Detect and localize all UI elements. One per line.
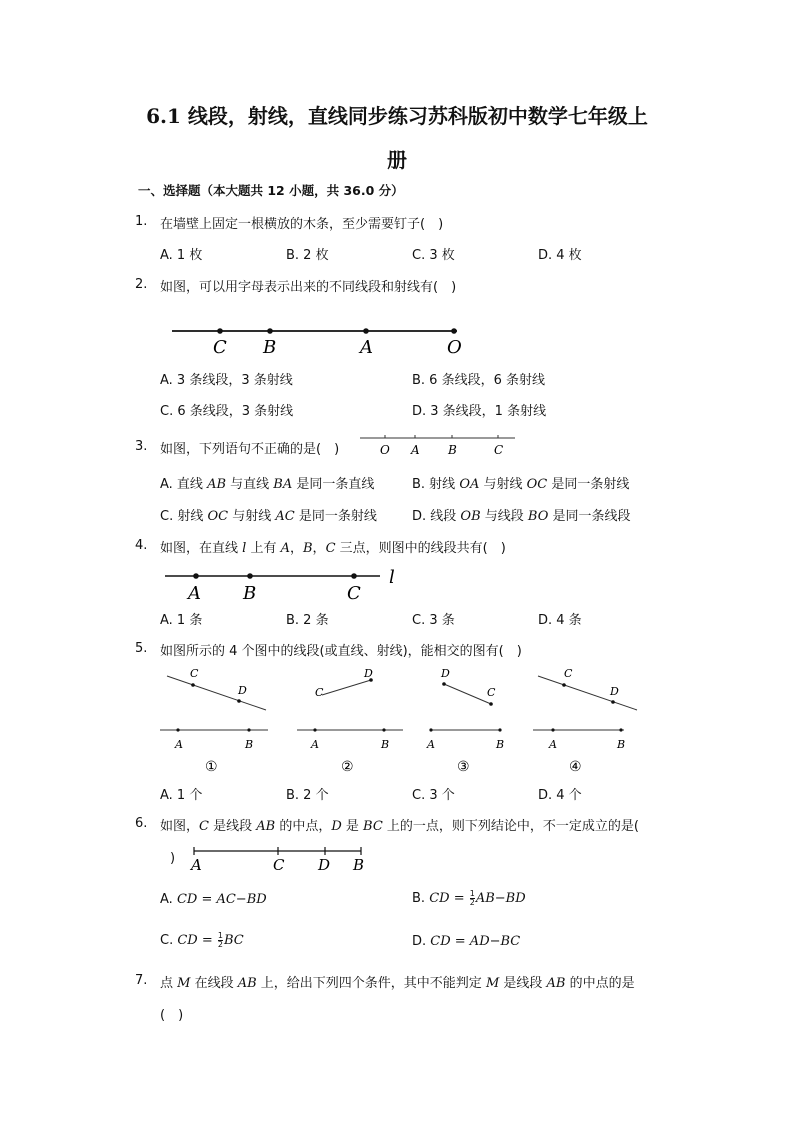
label-d: D <box>238 684 247 697</box>
fraction <box>218 932 223 949</box>
point-c <box>489 702 493 706</box>
math-var: BC <box>363 819 383 834</box>
label-b: B <box>353 856 365 874</box>
label-d: D <box>610 685 619 698</box>
option-label: B. <box>412 891 430 906</box>
label-a: A <box>188 583 201 604</box>
text-part: 如图，在直线 <box>160 541 243 556</box>
label-a: A <box>427 738 435 751</box>
label-a: A <box>191 856 202 874</box>
math-var: A <box>280 541 290 556</box>
option-a: A. 1 个 <box>160 788 203 803</box>
math-var: M <box>485 976 500 991</box>
option-c <box>160 932 244 949</box>
point-b <box>619 728 622 731</box>
label-b: B <box>243 583 257 604</box>
point-a <box>176 728 179 731</box>
label-a: A <box>175 738 183 751</box>
point-b <box>498 728 501 731</box>
question-text <box>160 972 635 991</box>
option-c: C. 3 个 <box>412 788 455 803</box>
fraction-numerator: 1 <box>469 889 475 898</box>
option-b <box>412 890 526 907</box>
label-b: B <box>448 443 457 457</box>
math-var: l <box>242 541 247 556</box>
option-d: D. 4 个 <box>538 788 582 803</box>
point-b <box>247 728 250 731</box>
figure-line-cbao <box>170 318 470 358</box>
math-var: BO <box>527 509 549 524</box>
option-a: A. 1 条 <box>160 613 203 628</box>
question-number: 5. <box>135 641 148 656</box>
label-o: O <box>380 443 390 457</box>
text-part: 的中点， <box>275 819 332 834</box>
question-text: 在墙壁上固定一根横放的木条，至少需要钉子( ) <box>160 217 444 232</box>
math-var: AB <box>237 976 257 991</box>
math-var: C <box>199 819 209 834</box>
question-text-continuation: ( ) <box>160 1008 184 1023</box>
text-part: ， <box>289 541 303 556</box>
point-c <box>562 683 566 687</box>
point-a <box>551 728 554 731</box>
question-number: 1. <box>135 214 148 229</box>
label-a: A <box>411 443 420 457</box>
option-d: D. 3 条线段，1 条射线 <box>412 404 547 419</box>
text-part: 三点，则图中的线段共有( ) <box>335 541 506 556</box>
text-part: 在线段 <box>190 976 238 991</box>
math-expression: CD = <box>429 891 469 906</box>
point-c <box>351 573 357 579</box>
label-b: B <box>617 738 626 751</box>
option-d: D. 4 条 <box>538 613 582 628</box>
option-text: 与射线 <box>479 477 527 492</box>
figure-line-oabc <box>358 430 518 458</box>
question-number: 4. <box>135 538 148 553</box>
math-var: C <box>325 541 336 556</box>
math-expression: CD = AC−BD <box>176 892 267 907</box>
option-a: A. 3 条线段，3 条射线 <box>160 373 293 388</box>
point-a <box>193 573 199 579</box>
label-b: B <box>245 738 254 751</box>
option-c <box>160 505 377 524</box>
option-text: 是同一条射线 <box>294 509 377 524</box>
math-expression: BC <box>223 933 244 948</box>
label-c: C <box>213 337 227 358</box>
section-heading: 一、选择题（本大题共 12 小题，共 36.0 分） <box>138 183 404 198</box>
math-var: AB <box>256 819 276 834</box>
option-text: 与射线 <box>228 509 276 524</box>
label-a: A <box>360 337 373 358</box>
question-number: 6. <box>135 816 148 831</box>
option-c: C. 3 条 <box>412 613 455 628</box>
figure-number-4: ④ <box>569 759 582 775</box>
fraction-denominator: 2 <box>469 898 475 907</box>
question-number: 3. <box>135 439 148 454</box>
line-cd-1 <box>167 676 266 710</box>
option-c: C. 6 条线段，3 条射线 <box>160 404 294 419</box>
option-d: D. 4 枚 <box>538 248 582 263</box>
math-var: AB <box>207 477 227 492</box>
point-d <box>442 682 446 686</box>
point-d <box>611 700 615 704</box>
page-title: 6.1 线段，射线，直线同步练习苏科版初中数学七年级上 <box>146 104 648 128</box>
option-d <box>412 505 631 524</box>
option-label: D. <box>412 934 431 949</box>
point-d <box>237 699 241 703</box>
math-var: B <box>302 541 313 556</box>
math-var: OB <box>460 509 481 524</box>
point-a <box>429 728 432 731</box>
text-part: 是线段 <box>499 976 547 991</box>
option-c: C. 3 枚 <box>412 248 455 263</box>
math-var: D <box>331 819 342 834</box>
figure-four-diagrams <box>155 664 645 776</box>
label-c: C <box>487 686 496 699</box>
math-var: OC <box>526 477 548 492</box>
page-title-continuation: 册 <box>387 148 407 172</box>
text-part: 是线段 <box>208 819 257 834</box>
fraction <box>470 890 475 907</box>
text-part: 上有 <box>246 541 281 556</box>
point-b <box>382 728 385 731</box>
option-text: B. 射线 <box>412 477 460 492</box>
math-expression: CD = <box>177 933 217 948</box>
question-text: 如图，下列语句不正确的是( ) <box>160 442 340 457</box>
option-text: 是同一条射线 <box>547 477 630 492</box>
segment-dc-3 <box>444 684 491 704</box>
math-var: OA <box>459 477 480 492</box>
text-part: 如图， <box>160 819 200 834</box>
fraction-denominator: 2 <box>217 940 223 949</box>
option-a: A. 1 枚 <box>160 248 203 263</box>
label-c: C <box>190 667 199 680</box>
option-text: D. 线段 <box>412 509 461 524</box>
point-b <box>247 573 253 579</box>
figure-segment-acdb <box>190 843 370 873</box>
question-text-continuation: ) <box>170 851 176 866</box>
math-var: AB <box>546 976 566 991</box>
label-b: B <box>496 738 505 751</box>
point-a <box>313 728 316 731</box>
option-b <box>412 473 629 492</box>
figure-line-l <box>163 566 403 606</box>
label-c: C <box>494 443 504 457</box>
option-text: A. 直线 <box>160 477 208 492</box>
figure-number-1: ① <box>205 759 218 775</box>
option-a <box>160 892 267 907</box>
ray-cd-4 <box>538 676 637 710</box>
option-text: 是同一条直线 <box>292 477 375 492</box>
label-c: C <box>564 667 573 680</box>
question-text: 如图，可以用字母表示出来的不同线段和射线有( ) <box>160 280 457 295</box>
option-b: B. 2 个 <box>286 788 329 803</box>
text-part: 上，给出下列四个条件，其中不能判定 <box>256 976 486 991</box>
label-o: O <box>447 337 462 358</box>
question-text <box>160 537 506 556</box>
math-var: M <box>177 976 191 991</box>
math-var: AC <box>275 509 295 524</box>
text-part: 点 <box>160 976 178 991</box>
question-number: 2. <box>135 277 148 292</box>
option-text: 与直线 <box>226 477 274 492</box>
option-a <box>160 473 374 492</box>
point-a <box>363 328 369 334</box>
question-number: 7. <box>135 973 148 988</box>
option-text: 是同一条线段 <box>548 509 631 524</box>
math-var: BA <box>273 477 293 492</box>
option-b: B. 2 条 <box>286 613 329 628</box>
text-part: 的中点的是 <box>565 976 635 991</box>
label-l: l <box>389 567 395 588</box>
option-text: 与线段 <box>480 509 528 524</box>
figure-number-2: ② <box>341 759 354 775</box>
segment-cd-2 <box>322 680 371 695</box>
option-d <box>412 934 520 949</box>
math-expression: CD = AD−BC <box>430 934 521 949</box>
text-part: ， <box>312 541 326 556</box>
label-c: C <box>273 856 285 874</box>
option-b: B. 2 枚 <box>286 248 329 263</box>
question-text: 如图所示的 4 个图中的线段(或直线、射线)，能相交的图有( ) <box>160 644 522 659</box>
option-label: A. <box>160 892 177 907</box>
text-part: 上的一点，则下列结论中，不一定成立的是( <box>382 819 639 834</box>
label-d: D <box>364 667 373 680</box>
math-expression: AB−BD <box>475 891 526 906</box>
label-d: D <box>441 667 450 680</box>
label-b: B <box>381 738 390 751</box>
label-a: A <box>549 738 557 751</box>
point-c <box>191 683 195 687</box>
figure-number-3: ③ <box>457 759 470 775</box>
point-c <box>217 328 223 334</box>
option-label: C. <box>160 933 178 948</box>
option-b: B. 6 条线段，6 条射线 <box>412 373 545 388</box>
label-b: B <box>263 337 277 358</box>
fraction-numerator: 1 <box>217 931 223 940</box>
option-text: C. 射线 <box>160 509 208 524</box>
point-b <box>267 328 273 334</box>
point-o <box>451 328 457 334</box>
text-part: 是 <box>341 819 364 834</box>
label-c: C <box>315 686 324 699</box>
math-var: OC <box>207 509 229 524</box>
label-a: A <box>311 738 319 751</box>
question-text <box>160 815 639 834</box>
label-d: D <box>318 856 331 874</box>
label-c: C <box>347 583 361 604</box>
